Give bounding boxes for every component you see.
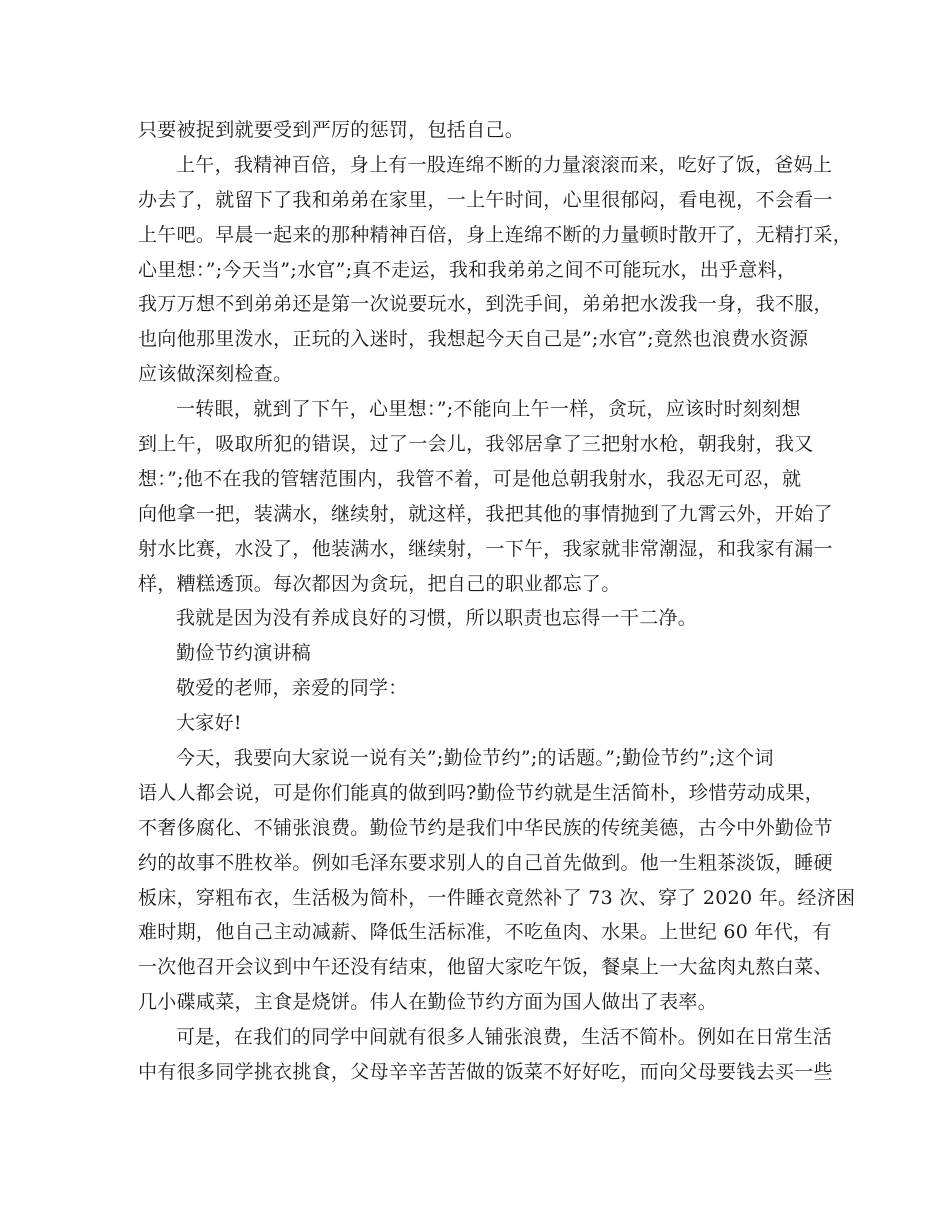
text-line: 我万万想不到弟弟还是第一次说要玩水，到洗手间，弟弟把水泼我一身，我不服， [138, 293, 833, 316]
text-line: 几小碟咸菜，主食是烧饼。伟人在勤俭节约方面为国人做出了表率。 [138, 991, 718, 1014]
text-line: 约的故事不胜枚举。例如毛泽东要求别人的自己首先做到。他一生粗茶淡饭，睡硬 [138, 851, 833, 874]
text-line: 勤俭节约演讲稿 [176, 642, 312, 665]
text-line: 应该做深刻检查。 [138, 363, 293, 386]
text-line: 不奢侈腐化、不铺张浪费。勤俭节约是我们中华民族的传统美德，古今中外勤俭节 [138, 816, 833, 839]
text-line: 样，糟糕透顶。每次都因为贪玩，把自己的职业都忘了。 [138, 572, 621, 595]
text-line: 心里想：”;今天当”;水官”;真不走运，我和我弟弟之间不可能玩水，出乎意料， [138, 258, 797, 281]
document-body [138, 113, 856, 1090]
text-line: 上午，我精神百倍，身上有一股连绵不断的力量滚滚而来，吃好了饭，爸妈上 [176, 153, 833, 176]
text-line: 大家好! [176, 712, 242, 735]
text-line: 只要被捉到就要受到严厉的惩罚，包括自己。 [138, 119, 525, 141]
text-line: 到上午，吸取所犯的错误，过了一会儿，我邻居拿了三把射水枪，朝我射，我又 [138, 433, 814, 456]
text-line: 语人人都会说，可是你们能真的做到吗?勤俭节约就是生活简朴，珍惜劳动成果， [138, 781, 824, 804]
text-line: 向他拿一把，装满水，继续射，就这样，我把其他的事情抛到了九霄云外，开始了 [138, 502, 833, 525]
text-line: 一次他召开会议到中午还没有结束，他留大家吃午饭，餐桌上一大盆肉丸熬白菜、 [138, 956, 833, 979]
text-line: 想：”;他不在我的管辖范围内，我管不着，可是他总朝我射水，我忍无可忍，就 [138, 467, 802, 490]
text-line: 一转眼，就到了下午，心里想：”;不能向上午一样，贪玩，应该时时刻刻想 [176, 398, 801, 421]
text-line: 中有很多同学挑衣挑食，父母辛辛苦苦做的饭菜不好好吃，而向父母要钱去买一些 [138, 1061, 833, 1084]
text-line: 上午吧。早晨一起来的那种精神百倍，身上连绵不断的力量顿时散开了，无精打采， [138, 223, 853, 246]
text-line: 射水比赛，水没了，他装满水，继续射，一下午，我家就非常潮湿，和我家有漏一 [138, 537, 833, 560]
text-line: 可是，在我们的同学中间就有很多人铺张浪费，生活不简朴。例如在日常生活 [176, 1026, 833, 1049]
text-line: 板床，穿粗布衣，生活极为简朴，一件睡衣竟然补了 73 次、穿了 2020 年。经济困 [138, 886, 856, 909]
text-line: 今天，我要向大家说一说有关”;勤俭节约”;的话题。”;勤俭节约”;这个词 [176, 747, 774, 770]
text-line: 敬爱的老师，亲爱的同学： [176, 677, 408, 700]
text-line: 我就是因为没有养成良好的习惯，所以职责也忘得一干二净。 [176, 607, 698, 630]
text-line: 办去了，就留下了我和弟弟在家里，一上午时间，心里很郁闷，看电视，不会看一 [138, 188, 833, 211]
text-line: 难时期，他自己主动减薪、降低生活标准，不吃鱼肉、水果。上世纪 60 年代，有 [138, 921, 832, 944]
text-line: 也向他那里泼水，正玩的入迷时，我想起今天自己是”;水官”;竟然也浪费水资源 [138, 328, 809, 351]
